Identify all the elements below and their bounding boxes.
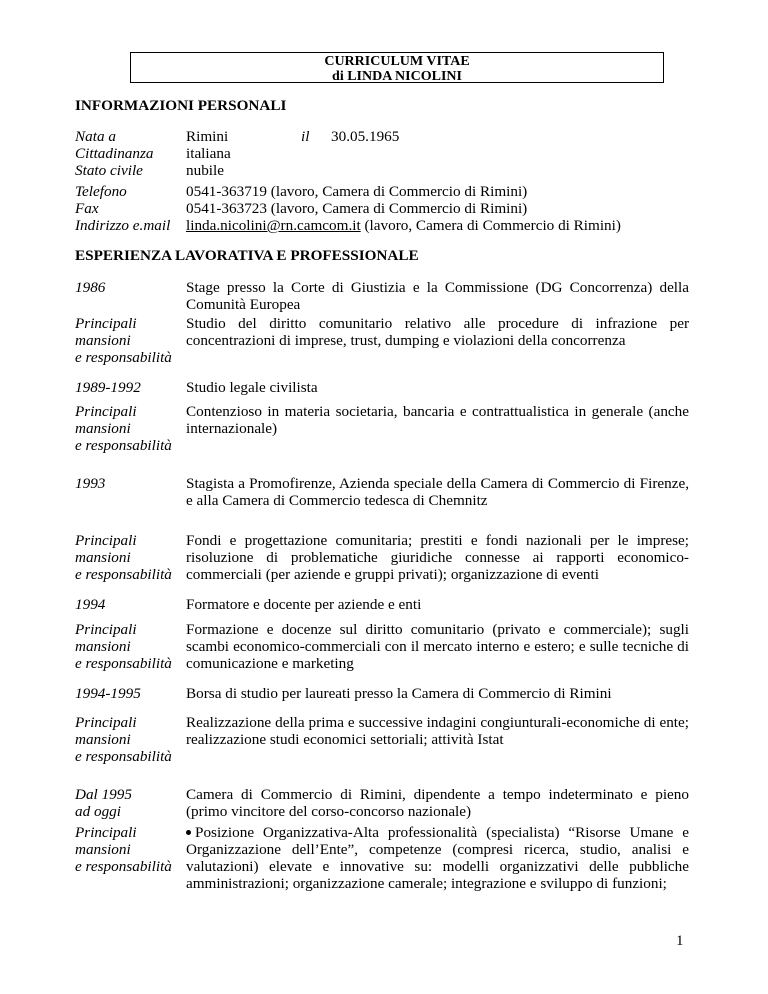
entry-title-dal-1995: Camera di Commercio di Rimini, dipendente a tempo indeterminato e pieno (primo vincitore del corso-concorso nazionale) [186, 786, 689, 820]
resp-label-4: Principali mansioni e responsabilità [75, 621, 172, 672]
entry-title-1994-1995: Borsa di studio per laureati presso la Camera di Commercio di Rimini [186, 685, 612, 702]
duties-dal-1995-text: Posizione Organizzativa-Alta professionalità (specialista) “Risorse Umane e Organizzazione dell’Ente”, competenze (compresi ricerca, studio, analisi e valutazioni) elevate e innovative su: modelli organizzativi delle pubbliche amministrazioni; organizzazione camerale; integrazione e sviluppo di funzioni; [186, 824, 689, 892]
resp-label-1: Principali mansioni e responsabilità [75, 315, 172, 366]
label-telefono: Telefono [75, 183, 127, 200]
label-fax: Fax [75, 200, 99, 217]
page-number: 1 [676, 933, 684, 949]
email-suffix: (lavoro, Camera di Commercio di Rimini) [360, 217, 621, 234]
duties-1986: Studio del diritto comunitario relativo alle procedure di infrazione per concentrazioni di imprese, trust, dumping e violazioni della concorrenza [186, 315, 689, 349]
value-telefono: 0541-363719 (lavoro, Camera di Commercio di Rimini) [186, 183, 528, 200]
entry-title-1989-1992: Studio legale civilista [186, 379, 318, 396]
cv-subtitle: di LINDA NICOLINI [332, 69, 462, 84]
resp-label-3: Principali mansioni e responsabilità [75, 532, 172, 583]
value-fax: 0541-363723 (lavoro, Camera di Commercio di Rimini) [186, 200, 528, 217]
bullet-icon [186, 830, 191, 835]
duties-dal-1995 [186, 824, 689, 892]
period-1994-1995: 1994-1995 [75, 685, 141, 702]
value-birthdate: 30.05.1965 [331, 128, 400, 145]
label-email: Indirizzo e.mail [75, 217, 171, 234]
resp-label-2: Principali mansioni e responsabilità [75, 403, 172, 454]
duties-1993: Fondi e progettazione comunitaria; prestiti e fondi nazionali per le imprese; risoluzione di problematiche giuridiche connesse ai rapporti economico-commerciali (per aziende e gruppi privati); organizzazione di eventi [186, 532, 689, 583]
period-1986: 1986 [75, 279, 106, 296]
cv-title-box [130, 52, 664, 83]
period-1994: 1994 [75, 596, 106, 613]
email-link[interactable]: linda.nicolini@rn.camcom.it [186, 217, 361, 234]
duties-1994: Formazione e docenze sul diritto comunitario (privato e commerciale); sugli scambi economico-commerciali con il mercato interno e estero; e sulle tecniche di comunicazione e marketing [186, 621, 689, 672]
duties-1989-1992: Contenzioso in materia societaria, bancaria e contrattualistica in generale (anche internazionale) [186, 403, 689, 437]
label-stato-civile: Stato civile [75, 162, 143, 179]
period-1993: 1993 [75, 475, 106, 492]
duties-1994-1995: Realizzazione della prima e successive indagini congiunturali-economiche di ente; realizzazione studi economici settoriali; attività Istat [186, 714, 689, 748]
value-birthplace: Rimini [186, 128, 229, 145]
period-dal-1995: Dal 1995 ad oggi [75, 786, 132, 820]
resp-label-5: Principali mansioni e responsabilità [75, 714, 172, 765]
cv-title: CURRICULUM VITAE [324, 54, 470, 69]
section-title-experience: ESPERIENZA LAVORATIVA E PROFESSIONALE [75, 247, 419, 264]
entry-title-1994: Formatore e docente per aziende e enti [186, 596, 422, 613]
label-cittadinanza: Cittadinanza [75, 145, 154, 162]
entry-title-1993: Stagista a Promofirenze, Azienda speciale della Camera di Commercio di Firenze, e alla Camera di Commercio tedesca di Chemnitz [186, 475, 689, 509]
value-stato-civile: nubile [186, 162, 224, 179]
entry-title-1986: Stage presso la Corte di Giustizia e la Commissione (DG Concorrenza) della Comunità Europea [186, 279, 689, 313]
resp-label-6: Principali mansioni e responsabilità [75, 824, 172, 875]
period-1989-1992: 1989-1992 [75, 379, 141, 396]
value-cittadinanza: italiana [186, 145, 231, 162]
value-email [186, 217, 621, 234]
section-title-personal: INFORMAZIONI PERSONALI [75, 97, 287, 114]
label-nata: Nata a [75, 128, 116, 145]
label-il: il [301, 128, 310, 145]
